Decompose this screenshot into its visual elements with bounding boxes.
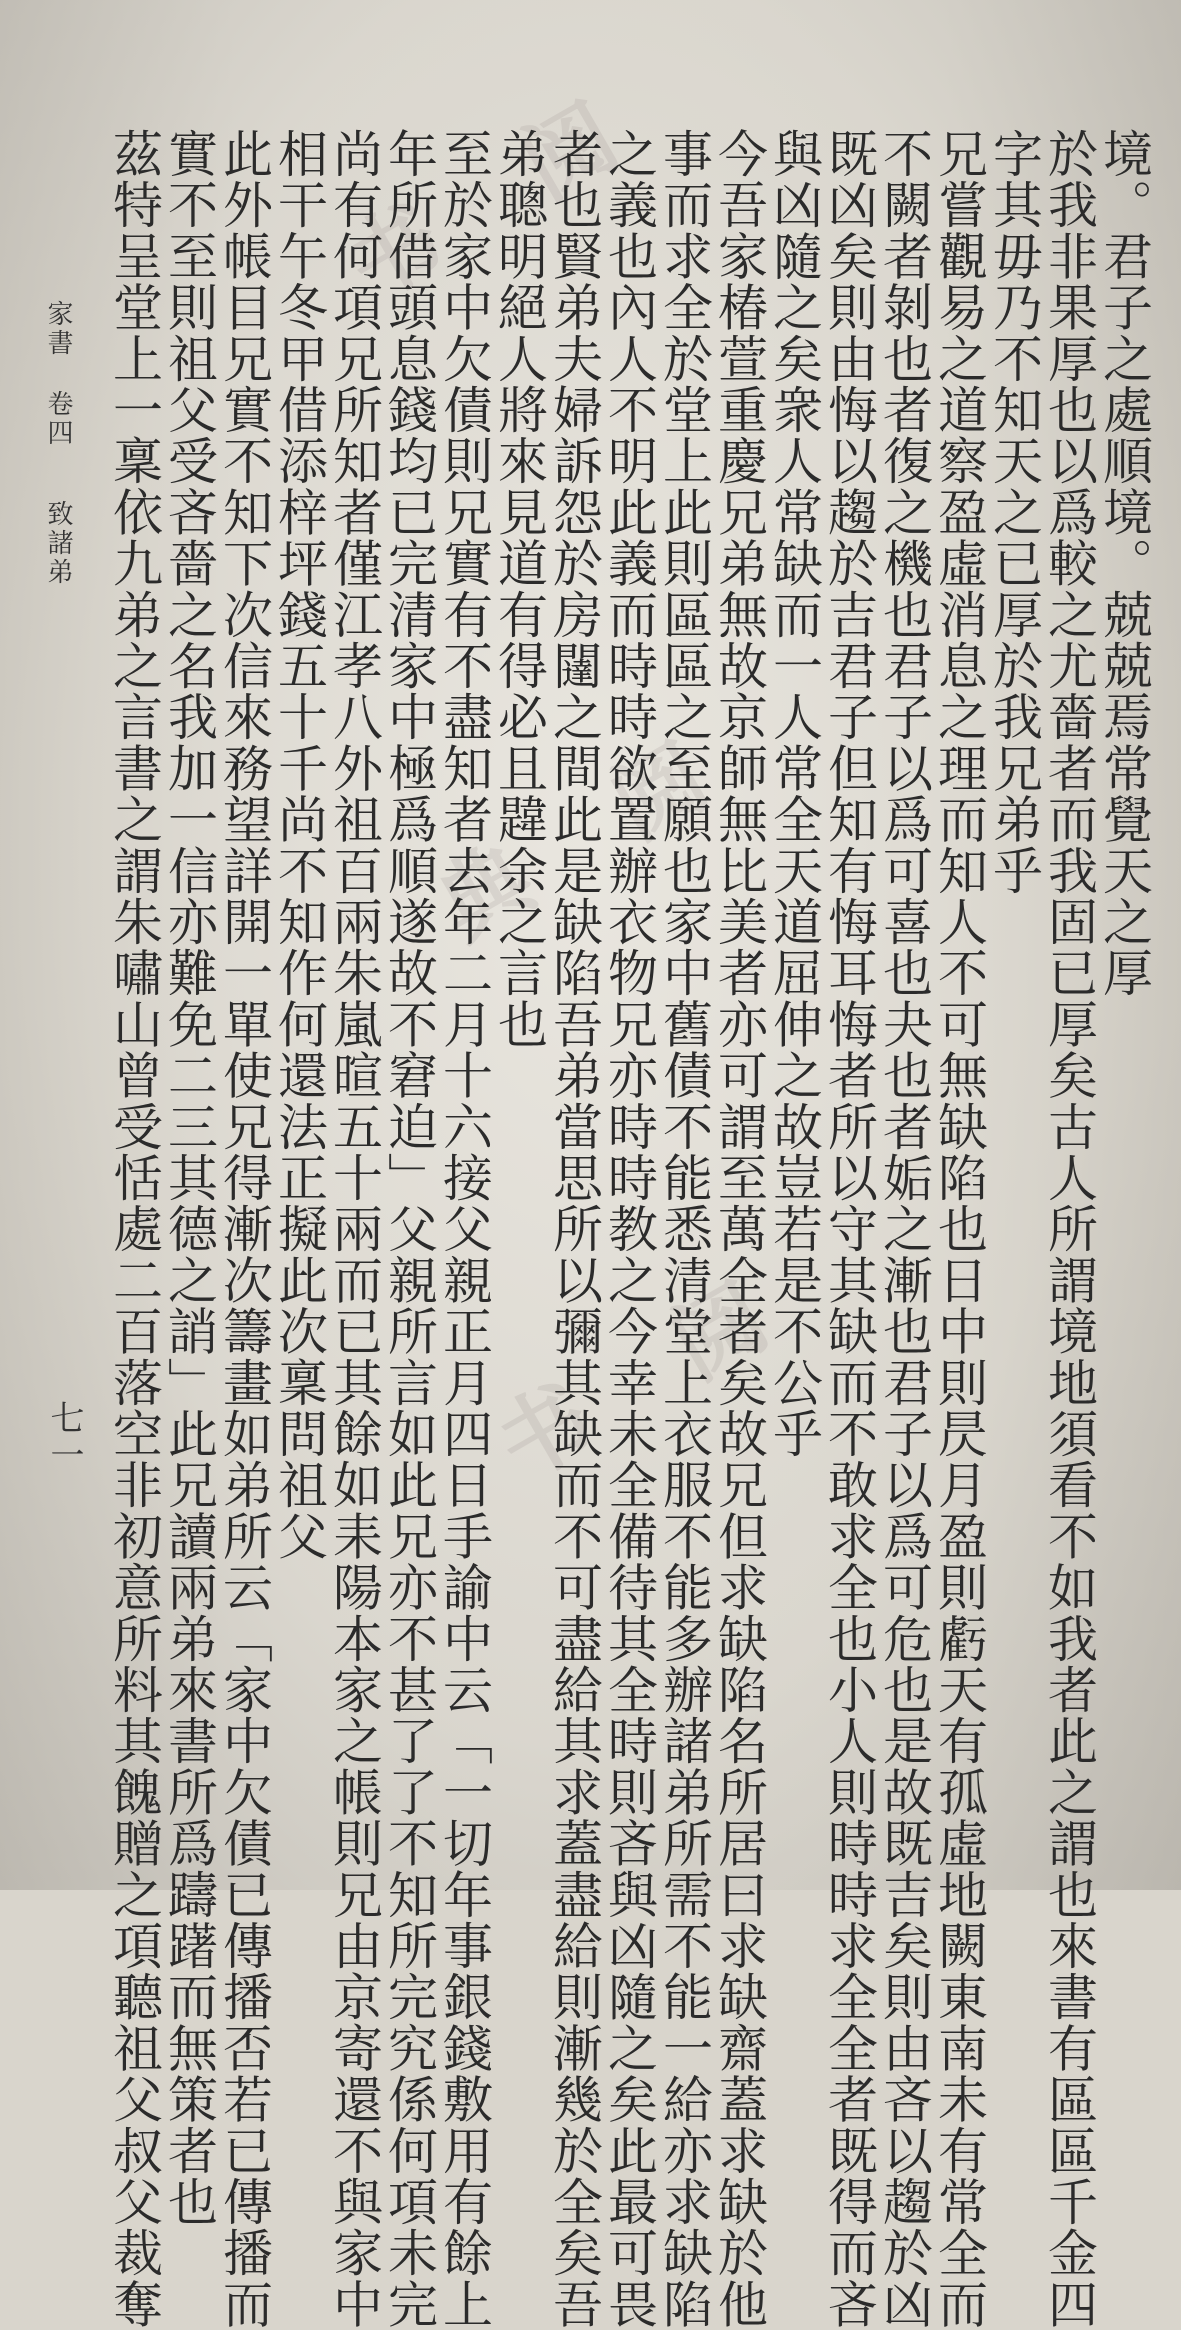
page-number: 七一 <box>44 1400 84 1474</box>
text-column: 今吾家椿萱重慶兄弟無故京師無比美者亦可謂至萬全者矣故兄但求缺陷名所居曰求缺齋蓋求缺於他 <box>710 128 768 2330</box>
text-column: 至於家中欠債則兄實有不盡知者去年二月十六接父親正月四日手諭中云「一切年事銀錢敷用有餘上 <box>435 128 493 2330</box>
text-column: 年所借頭息錢均已完清家中極爲順遂故不窘迫」父親所言如此兄亦不甚了了不知所完究係何項未完 <box>380 128 438 2330</box>
text-column: 茲特呈堂上一稟依九弟之言書之謂朱嘯山曾受恬處二百落空非初意所料其餽贈之項聽祖父叔父裁奪 <box>105 128 163 2330</box>
text-column: 弟聰明絕人將來見道有得必且韙余之言也 <box>490 128 548 1050</box>
running-head-volume: 卷四 <box>43 390 73 448</box>
text-column: 境。君子之處順境。兢兢焉常覺天之厚 <box>1095 128 1153 999</box>
text-column: 相干午冬甲借添梓坪錢五十千尚不知作何還法正擬此次稟問祖父 <box>270 128 328 1562</box>
watermark-decoration: 典 阅 <box>419 703 760 961</box>
body-text <box>105 128 1153 2330</box>
text-column: 不闕者剝也者復之機也君子以爲可喜也夬也者姤之漸也君子以爲可危也是故既吉矣則由吝以趨於凶 <box>875 128 933 2330</box>
text-column: 者也賢弟夫婦訴怨於房闥之間此是缺陷吾弟當思所以彌其缺而不可盡給其求蓋盡給則漸幾於全矣吾 <box>545 128 603 2330</box>
text-column: 兄嘗觀易之道察盈虛消息之理而知人不可無缺陷也日中則昃月盈則虧天有孤虛地闕東南未有常全而 <box>930 128 988 2330</box>
watermark-decoration: 书 阅 <box>329 63 670 321</box>
text-column: 既凶矣則由悔以趨於吉君子但知有悔耳悔者所以守其缺而不敢求全也小人則時時求全全者既得而吝 <box>820 128 878 2330</box>
text-column: 於我非果厚也以爲較之尤嗇者而我固已厚矣古人所謂境地須看不如我者此之謂也來書有區區千金四 <box>1040 128 1098 2330</box>
running-head-book: 家書 <box>43 300 73 358</box>
watermark-decoration: 书 阅 <box>479 1243 820 1501</box>
text-column: 實不至則祖父受吝嗇之名我加一信亦難免二三其德之誚」此兄讀兩弟來書所爲躊躇而無策者也 <box>160 128 218 2228</box>
text-column: 尚有何項兄所知者僅江孝八外祖百兩朱嵐暄五十兩而已其餘如耒陽本家之帳則兄由京寄還不與家中 <box>325 128 383 2330</box>
running-head-chapter: 致諸弟 <box>43 500 73 587</box>
text-column: 之義也內人不明此義而時時欲置辦衣物兄亦時時教之今幸未全備待其全時則吝與凶隨之矣此最可畏 <box>600 128 658 2330</box>
text-column: 事而求全於堂上此則區區之至願也家中舊債不能悉清堂上衣服不能多辦諸弟所需不能一給亦求缺陷 <box>655 128 713 2330</box>
text-column: 與凶隨之矣衆人常缺而一人常全天道屈伸之故豈若是不公乎 <box>765 128 823 1460</box>
text-column: 此外帳目兄實不知下次信來務望詳開一單使兄得漸次籌畫如弟所云「家中欠債已傳播否若已傳播而 <box>215 128 273 2330</box>
text-column: 字其毋乃不知天之已厚於我兄弟乎 <box>985 128 1043 896</box>
